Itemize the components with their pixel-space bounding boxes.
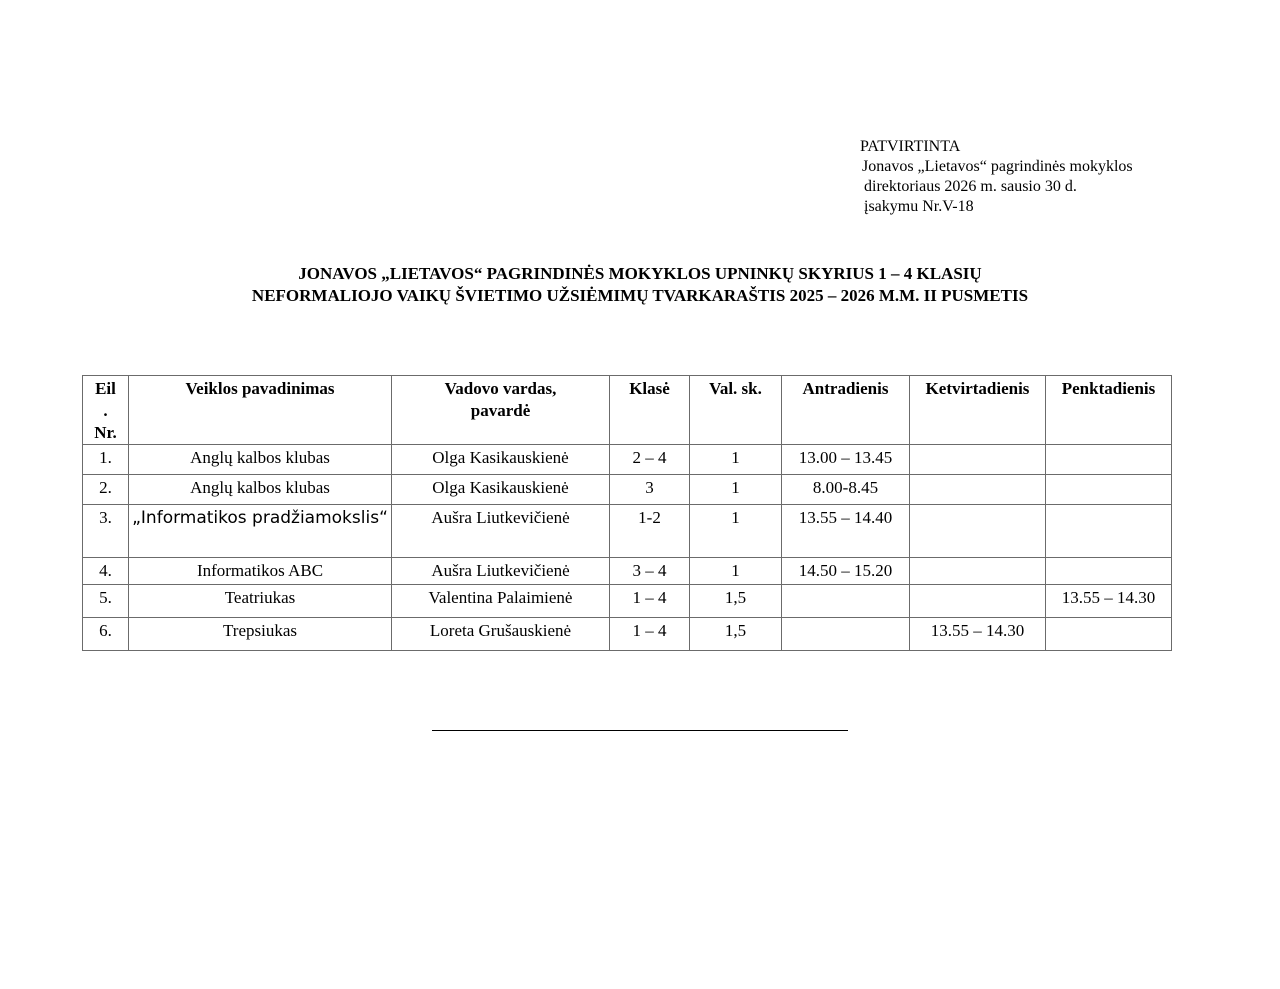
cell-activity: Trepsiukas bbox=[129, 618, 392, 651]
cell-thursday: 13.55 – 14.30 bbox=[910, 618, 1046, 651]
cell-nr: 2. bbox=[83, 475, 129, 505]
cell-tuesday: 14.50 – 15.20 bbox=[782, 558, 910, 585]
table-row bbox=[83, 445, 1172, 475]
cell-hours: 1,5 bbox=[690, 585, 782, 618]
table-row bbox=[83, 585, 1172, 618]
cell-leader: Olga Kasikauskienė bbox=[392, 445, 610, 475]
cell-activity: Informatikos ABC bbox=[129, 558, 392, 585]
cell-tuesday: 8.00-8.45 bbox=[782, 475, 910, 505]
header-leader bbox=[392, 376, 610, 445]
cell-leader: Olga Kasikauskienė bbox=[392, 475, 610, 505]
header-eil-part-1: Eil bbox=[95, 379, 116, 398]
header-eil-nr bbox=[83, 376, 129, 445]
cell-thursday bbox=[910, 585, 1046, 618]
cell-hours: 1 bbox=[690, 475, 782, 505]
cell-grade: 2 – 4 bbox=[610, 445, 690, 475]
cell-activity: Anglų kalbos klubas bbox=[129, 445, 392, 475]
cell-friday bbox=[1046, 475, 1172, 505]
cell-tuesday: 13.00 – 13.45 bbox=[782, 445, 910, 475]
schedule-table bbox=[82, 375, 1172, 651]
cell-grade: 3 bbox=[610, 475, 690, 505]
approval-director-date: direktoriaus 2026 m. sausio 30 d. bbox=[864, 178, 1077, 195]
cell-hours: 1 bbox=[690, 445, 782, 475]
cell-grade: 3 – 4 bbox=[610, 558, 690, 585]
header-eil-part-3: Nr. bbox=[94, 423, 117, 442]
cell-tuesday bbox=[782, 618, 910, 651]
cell-tuesday: 13.55 – 14.40 bbox=[782, 505, 910, 558]
cell-leader: Valentina Palaimienė bbox=[392, 585, 610, 618]
cell-grade: 1 – 4 bbox=[610, 618, 690, 651]
cell-hours: 1 bbox=[690, 558, 782, 585]
document-title bbox=[0, 263, 1280, 307]
approval-block bbox=[858, 137, 1133, 217]
cell-friday: 13.55 – 14.30 bbox=[1046, 585, 1172, 618]
header-eil-part-2: . bbox=[103, 401, 108, 420]
header-grade: Klasė bbox=[610, 376, 690, 445]
cell-hours: 1 bbox=[690, 505, 782, 558]
cell-nr: 4. bbox=[83, 558, 129, 585]
table-row bbox=[83, 558, 1172, 585]
cell-thursday bbox=[910, 558, 1046, 585]
cell-activity: Anglų kalbos klubas bbox=[129, 475, 392, 505]
cell-leader: Aušra Liutkevičienė bbox=[392, 505, 610, 558]
cell-leader: Aušra Liutkevičienė bbox=[392, 558, 610, 585]
cell-thursday bbox=[910, 475, 1046, 505]
signature-line bbox=[432, 730, 848, 731]
approval-school: Jonavos „Lietavos“ pagrindinės mokyklos bbox=[862, 158, 1133, 175]
table-header-row bbox=[83, 376, 1172, 445]
header-leader-line-1: Vadovo vardas, bbox=[444, 379, 557, 398]
title-line-1: JONAVOS „LIETAVOS“ PAGRINDINĖS MOKYKLOS UPNINKŲ SKYRIUS 1 – 4 KLASIŲ bbox=[298, 264, 982, 283]
cell-tuesday bbox=[782, 585, 910, 618]
cell-nr: 6. bbox=[83, 618, 129, 651]
cell-friday bbox=[1046, 445, 1172, 475]
cell-thursday bbox=[910, 445, 1046, 475]
table-row bbox=[83, 505, 1172, 558]
cell-activity: „Informatikos pradžiamokslis“ bbox=[129, 505, 392, 558]
cell-friday bbox=[1046, 505, 1172, 558]
header-friday: Penktadienis bbox=[1046, 376, 1172, 445]
cell-leader: Loreta Grušauskienė bbox=[392, 618, 610, 651]
approval-heading: PATVIRTINTA bbox=[860, 138, 961, 155]
cell-grade: 1 – 4 bbox=[610, 585, 690, 618]
cell-nr: 1. bbox=[83, 445, 129, 475]
header-leader-line-2: pavardė bbox=[470, 401, 531, 420]
approval-order-number: įsakymu Nr.V-18 bbox=[864, 198, 974, 215]
header-activity: Veiklos pavadinimas bbox=[129, 376, 392, 445]
header-thursday: Ketvirtadienis bbox=[910, 376, 1046, 445]
header-hours: Val. sk. bbox=[690, 376, 782, 445]
cell-nr: 5. bbox=[83, 585, 129, 618]
table-row bbox=[83, 475, 1172, 505]
cell-grade: 1-2 bbox=[610, 505, 690, 558]
cell-friday bbox=[1046, 558, 1172, 585]
header-tuesday: Antradienis bbox=[782, 376, 910, 445]
table-row bbox=[83, 618, 1172, 651]
title-line-2: NEFORMALIOJO VAIKŲ ŠVIETIMO UŽSIĖMIMŲ TVARKARAŠTIS 2025 – 2026 M.M. II PUSMETIS bbox=[251, 286, 1029, 305]
cell-thursday bbox=[910, 505, 1046, 558]
cell-nr: 3. bbox=[83, 505, 129, 558]
cell-hours: 1,5 bbox=[690, 618, 782, 651]
cell-activity: Teatriukas bbox=[129, 585, 392, 618]
cell-friday bbox=[1046, 618, 1172, 651]
